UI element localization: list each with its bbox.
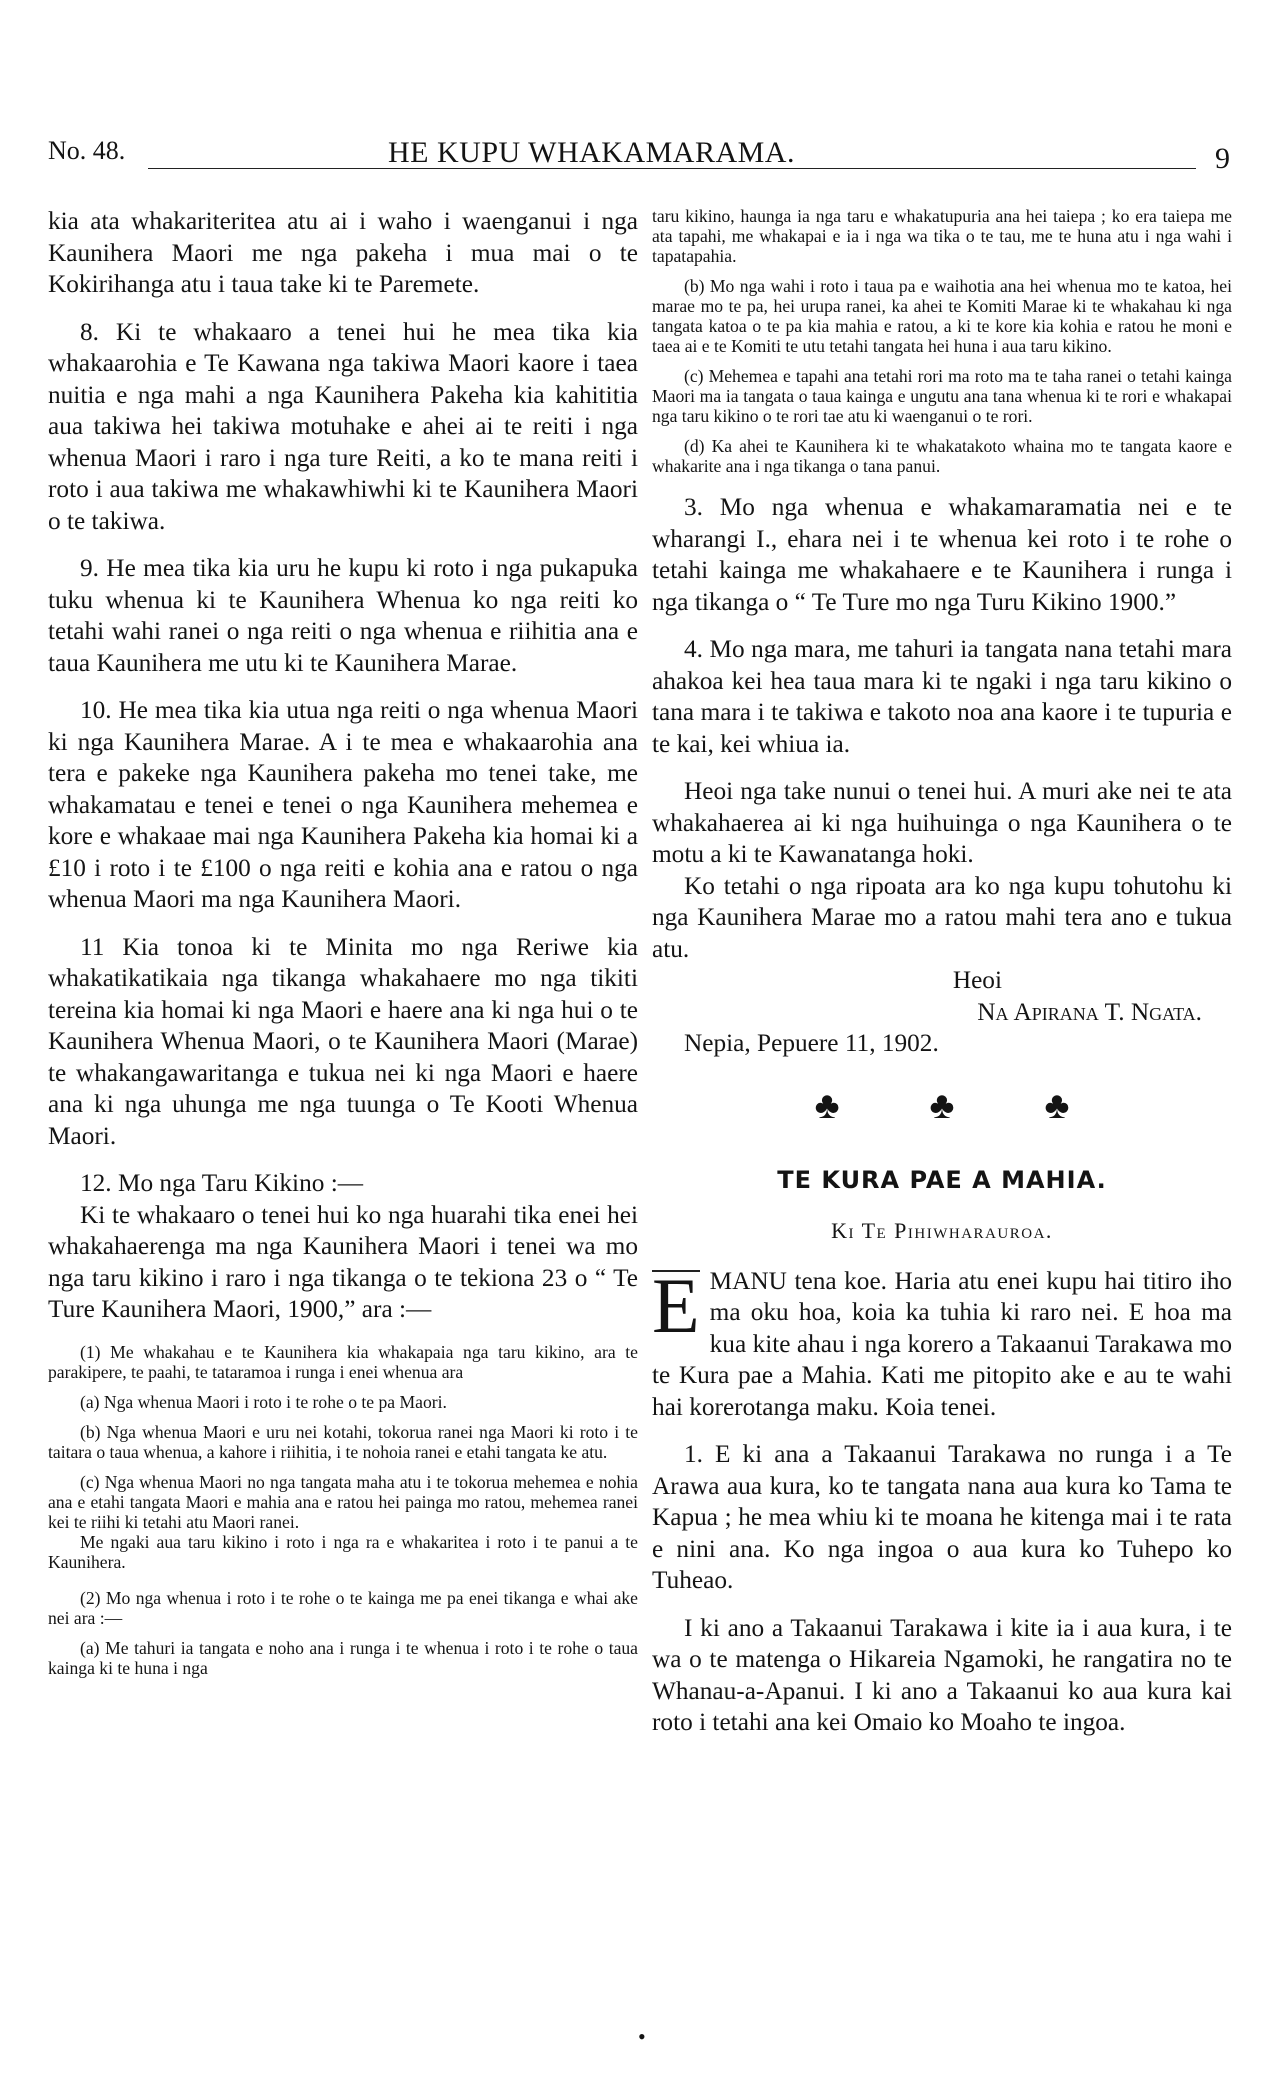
paragraph-12-heading: 12. Mo nga Taru Kikino :—: [80, 1169, 364, 1197]
left-column: [48, 206, 638, 2066]
header-rule: [148, 168, 1196, 169]
clause-1c: (c) Nga whenua Maori no nga tangata maha atu i te tokorua mehemea e nohia ana e etahi tangata Maori e mahia ana e ratou hei painga mo ratou, mehemea ranei kei te riihi ki tetahi atu Maori ranei.: [48, 1471, 638, 1532]
paragraph-4: 4. Mo nga mara, me tahuri ia tangata nana tetahi mara ahakoa kei hea taua mara ki te ngaki i nga taru kikino o tana mara i te takiwa e takoto noa ana kaore i te tupuria e te kai, kei whiua ia.: [652, 635, 1232, 758]
paragraph-11: 11 Kia tonoa ki te Minita mo nga Reriwe kia whakatikatikaia nga tikanga whakahaere mo nga tikiti tereina kia homai ki nga Maori e haere ana ki nga hui o te Kaunihera Whenua Maori, o te Kaunihera Maori (Marae) te whakangawaritanga e tukua nei ki nga Maori e haere ana ki nga uhunga me nga tuunga o Te Kooti Whenua Maori.: [48, 932, 638, 1150]
clause-1a: (a) Nga whenua Maori i roto i te rohe o te pa Maori.: [80, 1391, 447, 1412]
dateline: Nepia, Pepuere 11, 1902.: [684, 1029, 939, 1057]
clause-2b: (b) Mo nga wahi i roto i taua pa e waihotia ana hei whenua mo te katoa, hei marae mo te pa, hei urupa ranei, ka ahei te Komiti Marae ki te whakahau ki nga tangata katoa o te pa kia mahia e ratou, a ki te kore kia kohia e ratou he moni e taea ai e te Komiti te utu tetahi tangata hei huna i aua taru kikino.: [652, 276, 1232, 356]
paragraph-8: 8. Ki te whakaaro a tenei hui he mea tika kia whakaarohia e Te Kawana nga takiwa Maori kaore i taea nuitia e nga mahi a nga Kaunihera Pakeha kia kahititia aua takiwa hei takiwa motuhake e ahei ai te reiti i nga whenua Maori i raro i nga ture Reiti, a ko te mana reiti i roto i aua takiwa me whakawhiwhi ki te Kaunihera Maori o te takiwa.: [48, 317, 638, 535]
article-paragraph-1: [652, 1261, 1232, 1424]
article-paragraph-3: I ki ano a Takaanui Tarakawa i kite ia i aua kura, i te wa o te matenga o Hikareia Ngamoki, he rangatira no te Whanau-a-Apanui. I ki ano a Takaanui ko aua kura kai roto i tetahi ana kei Omaio ko Moaho te ingoa.: [652, 1613, 1232, 1736]
clause-2a-continued: taru kikino, haunga ia nga taru e whakatupuria ana hei taiepa ; ko era taiepa me ata tapahi, me whakapai e ia i nga wa tika o te tau, me te huna atu i nga wahi i tapatapahia.: [652, 206, 1232, 266]
paragraph-10: 10. He mea tika kia utua nga reiti o nga whenua Maori ki nga Kaunihera Marae. A i te mea e whakaarohia ana tera e pakeke nga Kaunihera pakeha mo tenei take, me whakamatau e tenei e tenei o nga Kaunihera mehemea e kore e whakaae mai nga Kaunihera Pakeha kia homai ki a £10 i roto i te £100 o nga reiti e kohia ana e ratou o nga whenua Maori ma nga Kaunihera Maori.: [48, 696, 638, 913]
paragraph-12-body: Ki te whakaaro o tenei hui ko nga huarahi tika enei hei whakahaerenga ma nga Kaunihera Maori i tenei wa mo nga taru kikino i raro i nga tikanga o te tekiona 23 o “ Te Ture Kaunihera Maori, 1900,” ara :—: [48, 1200, 638, 1323]
article-paragraph-1-text: MANU tena koe. Haria atu enei kupu hai titiro iho ma oku hoa, koia ka tuhia ki raro nei. E hoa ma kua kite ahau i nga korero a Takaanui Tarakawa mo te Kura pae a Mahia. Kati me pitopito ake e au te wahi hai korerotanga maku. Koia tenei.: [652, 1266, 1232, 1421]
clause-2a: (a) Me tahuri ia tangata e noho ana i runga i te whenua i roto i te rohe o taua kainga ki te huna i nga: [48, 1637, 638, 1678]
drop-cap: E: [652, 1261, 700, 1349]
running-title: HE KUPU WHAKAMARAMA.: [388, 136, 795, 169]
article-paragraph-2: 1. E ki ana a Takaanui Tarakawa no runga i a Te Arawa aua kura, ko te tangata nana aua kura ko Tama te Kapua ; he mea whiu ki te moana he kitenga mai i te rata e nini ana. Ko nga ingoa o aua kura ko Tuhepo ko Tuheao.: [652, 1440, 1232, 1594]
clause-2c: (c) Mehemea e tapahi ana tetahi rori ma roto ma te taha ranei o tetahi kainga Maori ma ia tangata o taua kainga e ungutu ana tana whenua ki te rori e whakapai nga taru kikino o te rori tae atu ki waenganui o te rori.: [652, 366, 1232, 426]
closing-paragraph: Heoi nga take nunui o tenei hui. A muri ake nei te ata whakahaerea ai ki nga huihuinga o nga Kaunihera o te motu a ki te Kawanatanga hoki.: [652, 777, 1232, 868]
sign-off: Heoi: [952, 966, 1002, 994]
article-title: TE KURA PAE A MAHIA.: [777, 1165, 1107, 1194]
clause-2: (2) Mo nga whenua i roto i te rohe o te kainga me pa enei tikanga e whai ake nei ara :—: [48, 1587, 638, 1628]
clause-1-note: Me ngaki aua taru kikino i roto i nga ra e whakaritea i roto i te panui a te Kaunihera.: [48, 1531, 638, 1572]
clover-icon: ♣: [814, 1084, 840, 1127]
clause-2d: (d) Ka ahei te Kaunihera ki te whakatakoto whaina mo te tangata kaore e whakarite ana i nga tikanga o tana panui.: [652, 436, 1232, 476]
paragraph-3: 3. Mo nga whenua e whakamaramatia nei e te wharangi I., ehara nei i te whenua kei roto i te rohe o tetahi kainga me whakahaere e te Kaunihera i runga i nga tikanga o “ Te Ture mo nga Turu Kikino 1900.”: [652, 493, 1232, 616]
clover-icon: ♣: [929, 1084, 955, 1127]
page-header: [48, 132, 1230, 175]
page-number: 9: [1215, 142, 1230, 175]
paragraph-9: 9. He mea tika kia uru he kupu ki roto i nga pukapuka tuku whenua ki te Kaunihera Whenua ko nga reiti ko tetahi wahi ranei o nga reiti o nga whenua e riihitia ana e taua Kaunihera me utu ki te Kaunihera Marae.: [48, 554, 638, 677]
ornament-row: [652, 1086, 1232, 1126]
clover-icon: ♣: [1044, 1084, 1070, 1127]
right-column: [652, 206, 1232, 2066]
clause-1b: (b) Nga whenua Maori e uru nei kotahi, tokorua ranei nga Maori ki roto i te taitara o taua whenua, a kahore i riihitia, i te nohoia ranei e etahi tangata ke atu.: [48, 1421, 638, 1462]
article-byline: Ki Te Pihiwharauroa.: [831, 1217, 1053, 1243]
footer-mark: •: [638, 2024, 646, 2049]
clause-1: (1) Me whakahau e te Kaunihera kia whakapaia nga taru kikino, ara te parakipere, te paahi, te tataramoa i runga i enei whenua ara: [48, 1341, 638, 1382]
paragraph-intro: kia ata whakariteritea atu ai i waho i waenganui i nga Kaunihera Maori me nga pakeha i mua mai o te Kokirihanga atu i taua take ki te Paremete.: [48, 207, 638, 298]
signature: Na Apirana T. Ngata.: [977, 997, 1202, 1026]
report-note: Ko tetahi o nga ripoata ara ko nga kupu tohutohu ki nga Kaunihera Marae mo a ratou mahi tera ano e tukua atu.: [652, 871, 1232, 963]
issue-number: No. 48.: [48, 136, 126, 165]
